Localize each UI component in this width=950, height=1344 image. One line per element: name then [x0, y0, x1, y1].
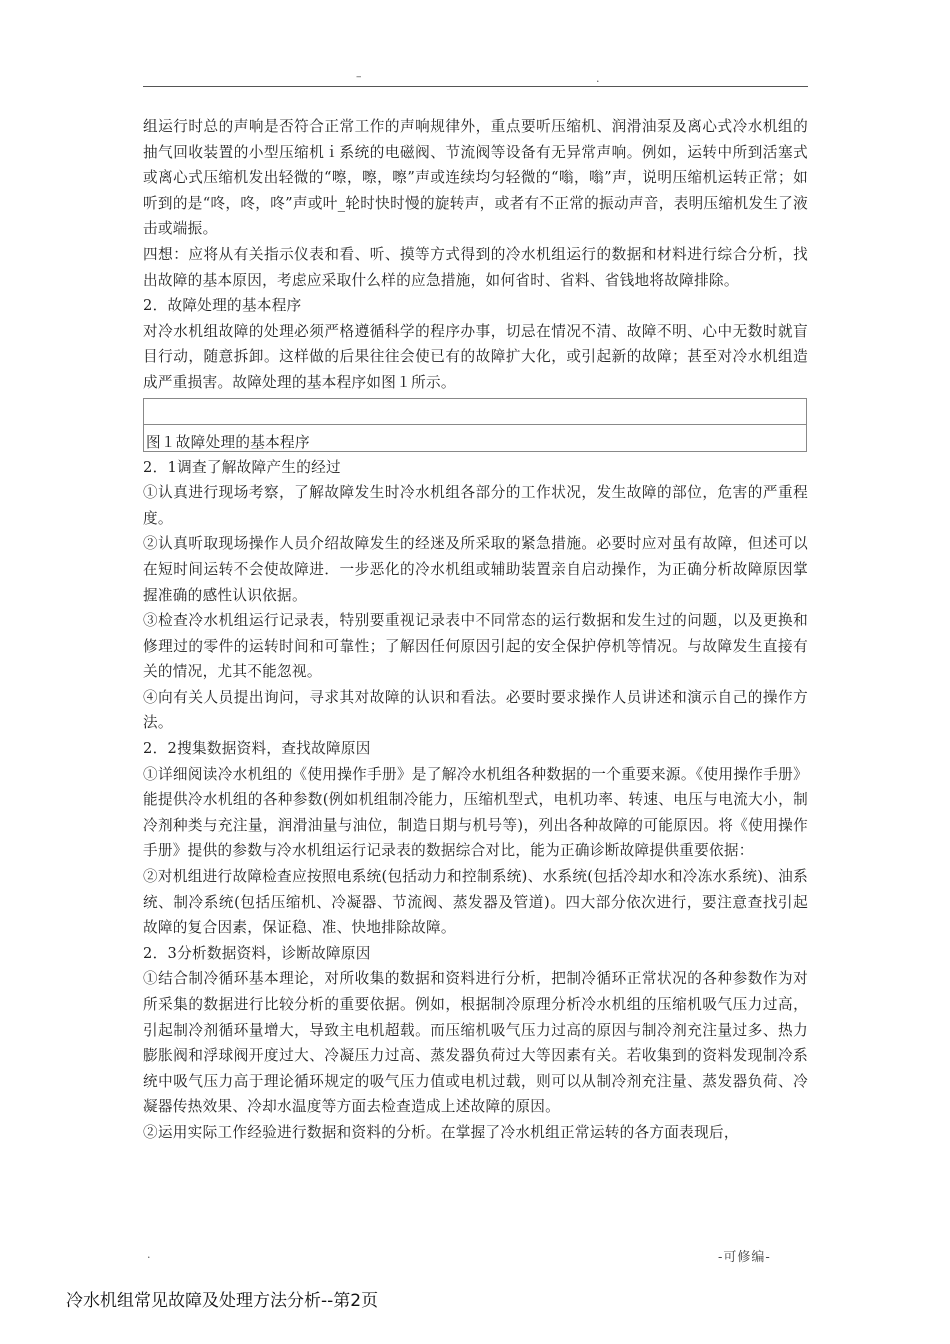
figure-placeholder: [144, 399, 806, 425]
paragraph: ①结合制冷循环基本理论，对所收集的数据和资料进行分析，把制冷循环正常状况的各种参数作为对所采集的数据进行比较分析的重要依据。例如，根据制冷原理分析冷水机组的压缩机吸气压力过高，引起制冷剂循环量增大，导致主电机超载。而压缩机吸气压力过高的原因与制冷剂充注量过多、热力膨胀阀和浮球阀开度过大、冷凝压力过高、蒸发器负荷过大等因素有关。若收集到的资料发现制冷系统中吸气压力高于理论循环规定的吸气压力值或电机过载，则可以从制冷剂充注量、蒸发器负荷、冷凝器传热效果、冷却水温度等方面去检查造成上述故障的原因。: [143, 970, 808, 1116]
paragraph: ②认真听取现场操作人员介绍故障发生的经迷及所采取的紧急措施。必要时应对虽有故障，但述可以在短时间运转不会使故障进．一步恶化的冷水机组或辅助装置亲自启动操作，为正确分析故障原因掌握准确的感性认识依据。: [143, 535, 808, 604]
figure-box: [143, 398, 807, 452]
document-title: 冷水机组常见故障及处理方法分析--第2页: [66, 1291, 379, 1311]
header-rule: [143, 86, 808, 87]
paragraph: ①认真进行现场考察，了解故障发生时冷水机组各部分的工作状况，发生故障的部位，危害的严重程度。: [143, 484, 808, 527]
section-heading: 2．故障处理的基本程序: [143, 297, 302, 315]
header-mark-right: .: [596, 72, 600, 85]
paragraph: ③检查冷水机组运行记录表，特别要重视记录表中不同常态的运行数据和发生过的问题，以及更换和修理过的零件的运转时间和可靠性；了解因任何原因引起的安全保护停机等情况。与故障发生直接有关的情况，尤其不能忽视。: [143, 612, 808, 681]
paragraph: 对冷水机组故障的处理必须严格遵循科学的程序办事，切忌在情况不清、故障不明、心中无数时就盲目行动，随意拆卸。这样做的后果往往会使已有的故障扩大化，或引起新的故障；甚至对冷水机组造成严重损害。故障处理的基本程序如图１所示。: [143, 322, 808, 391]
footer-editable-note: -可修编-: [718, 1250, 771, 1265]
section-heading: 2．1调查了解故障产生的经过: [143, 458, 341, 476]
body-text: [143, 114, 808, 1146]
paragraph: 组运行时总的声响是否符合正常工作的声响规律外，重点要听压缩机、润滑油泵及离心式冷水机组的抽气回收装置的小型压缩机ｉ系统的电磁阀、节流阀等设备有无异常声响。例如，运转中所到活塞式或离心式压缩机发出轻微的“嚓，嚓，嚓”声或连续均匀轻微的“嗡，嗡”声，说明压缩机运转正常；如听到的是“咚，咚，咚”声或叶_轮时快时慢的旋转声，或者有不正常的振动声音，表明压缩机发生了液击或端振。: [143, 118, 808, 238]
section-heading: 2．2搜集数据资料，查找故障原因: [143, 740, 371, 758]
paragraph: ①详细阅读冷水机组的《使用操作手册》是了解冷水机组各种数据的一个重要来源。《使用操作手册》能提供冷水机组的各种参数(例如机组制冷能力，压缩机型式，电机功率、转速、电压与电流大小，制冷剂种类与充注量，润滑油量与油位，制造日期与机号等)，列出各种故障的可能原因。将《使用操作手册》提供的参数与冷水机组运行记录表的数据综合对比，能为正确诊断故障提供重要依据：: [143, 765, 808, 860]
footer-dot: .: [147, 1248, 151, 1261]
header-mark-left: –: [356, 70, 362, 83]
paragraph: ④向有关人员提出询问，寻求其对故障的认识和看法。必要时要求操作人员讲述和演示自己的操作方法。: [143, 688, 808, 732]
paragraph: ②对机组进行故障检查应按照电系统(包括动力和控制系统)、水系统(包括冷却水和冷冻水系统)、油系统、制冷系统(包括压缩机、冷凝器、节流阀、蒸发器及管道)。四大部分依次进行，要注意查找引起故障的复合因素，保证稳、准、快地排除故障。: [143, 868, 808, 937]
figure-caption: 图１故障处理的基本程序: [146, 433, 310, 451]
paragraph: ②运用实际工作经验进行数据和资料的分析。在掌握了冷水机组正常运转的各方面表现后，: [143, 1123, 739, 1141]
paragraph: 四想：应将从有关指示仪表和看、听、摸等方式得到的冷水机组运行的数据和材料进行综合分析，找出故障的基本原因，考虑应采取什么样的应急措施，如何省时、省料、省钱地将故障排除。: [143, 245, 808, 289]
section-heading: 2．3分析数据资料，诊断故障原因: [143, 944, 371, 962]
